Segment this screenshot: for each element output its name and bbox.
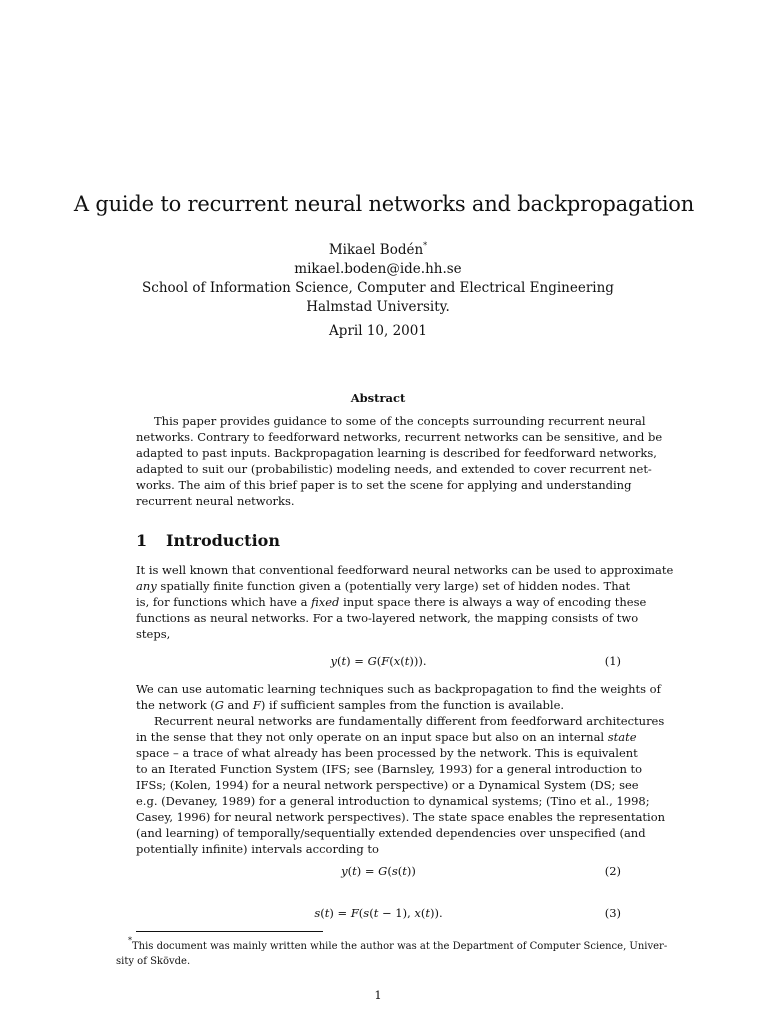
equation-3-number: (3) (604, 906, 621, 920)
equation-2-number: (2) (604, 864, 621, 878)
paragraph-line: It is well known that conventional feedforward neural networks can be used to approximate (136, 563, 674, 577)
emphasis-fixed: fixed (311, 595, 340, 609)
author-email: mikael.boden@ide.hh.se (294, 261, 462, 277)
paragraph-line: Casey, 1996) for neural network perspectives). The state space enables the representation (136, 810, 666, 824)
section-number: 1 (136, 531, 148, 550)
section-heading-introduction (136, 530, 280, 552)
paragraph-line: to an Iterated Function System (IFS; see (Barnsley, 1993) for a general introduction to (136, 762, 643, 776)
paragraph-line: the network (G and F) if sufficient samples from the function is available. (136, 698, 565, 712)
abstract-line: networks. Contrary to feedforward networks, recurrent networks can be sensitive, and be (136, 430, 663, 444)
abstract-heading: Abstract (350, 391, 406, 405)
paragraph-line: Recurrent neural networks are fundamentally different from feedforward architectures (154, 714, 665, 728)
footnote-rule (136, 931, 323, 932)
footnote-mark: * (128, 936, 132, 945)
paper-title: A guide to recurrent neural networks and backpropagation (73, 192, 695, 216)
paragraph-line: IFSs; (Kolen, 1994) for a neural network perspective) or a Dynamical System (DS; see (136, 778, 639, 792)
emphasis-state: state (607, 730, 637, 744)
paragraph-line: (and learning) of temporally/sequentially extended dependencies over unspecified (and (136, 826, 646, 840)
emphasis-any: any (136, 579, 157, 593)
paper-date: April 10, 2001 (329, 323, 427, 339)
paragraph-line: space – a trace of what already has been processed by the network. This is equivalent (136, 746, 638, 760)
paragraph-line: functions as neural networks. For a two-layered network, the mapping consists of two (136, 611, 639, 625)
paragraph-line: potentially infinite) intervals according to (136, 842, 379, 856)
section-title: Introduction (166, 531, 280, 550)
author-affiliation: School of Information Science, Computer and Electrical Engineering (142, 280, 614, 296)
author-block (0, 236, 756, 317)
paragraph-line: e.g. (Devaney, 1989) for a general introduction to dynamical systems; (Tino et al., 1998; (136, 794, 650, 808)
footnote-line: sity of Skövde. (116, 956, 191, 967)
equation-2-math: y(t) = G(s(t)) (341, 864, 416, 878)
abstract-line: adapted to past inputs. Backpropagation learning is described for feedforward networks, (136, 446, 657, 460)
author-footnote-mark: * (423, 241, 428, 250)
abstract-line: This paper provides guidance to some of the concepts surrounding recurrent neural (154, 414, 646, 428)
equation-2 (136, 863, 621, 879)
equation-1-number: (1) (604, 654, 621, 668)
intro-paragraph-1 (136, 562, 674, 642)
equation-3 (136, 905, 621, 921)
paragraph-line: in the sense that they not only operate on an input space but also on an internal state (136, 730, 637, 744)
abstract-line: recurrent neural networks. (136, 494, 295, 508)
equation-3-math: s(t) = F(s(t − 1), x(t)). (314, 906, 443, 920)
abstract-line: adapted to suit our (probabilistic) modeling needs, and extended to cover recurrent net- (136, 462, 652, 476)
footnote (116, 933, 668, 969)
author-university: Halmstad University. (306, 299, 450, 315)
equation-1 (136, 653, 621, 669)
abstract-line: works. The aim of this brief paper is to set the scene for applying and understanding (136, 478, 632, 492)
author-name: Mikael Bodén* (328, 241, 428, 258)
intro-paragraph-2 (136, 681, 666, 857)
footnote-line: *This document was mainly written while the author was at the Department of Computer Science, Univer- (128, 936, 668, 952)
page-number: 1 (374, 988, 382, 1002)
equation-1-math: y(t) = G(F(x(t))). (330, 654, 427, 668)
paragraph-line: steps, (136, 627, 171, 641)
paragraph-line: We can use automatic learning techniques such as backpropagation to find the weights of (136, 682, 661, 696)
paragraph-line: is, for functions which have a fixed input space there is always a way of encoding these (136, 595, 647, 609)
abstract-text (136, 413, 663, 509)
paragraph-line: any spatially finite function given a (potentially very large) set of hidden nodes. That (136, 579, 631, 593)
